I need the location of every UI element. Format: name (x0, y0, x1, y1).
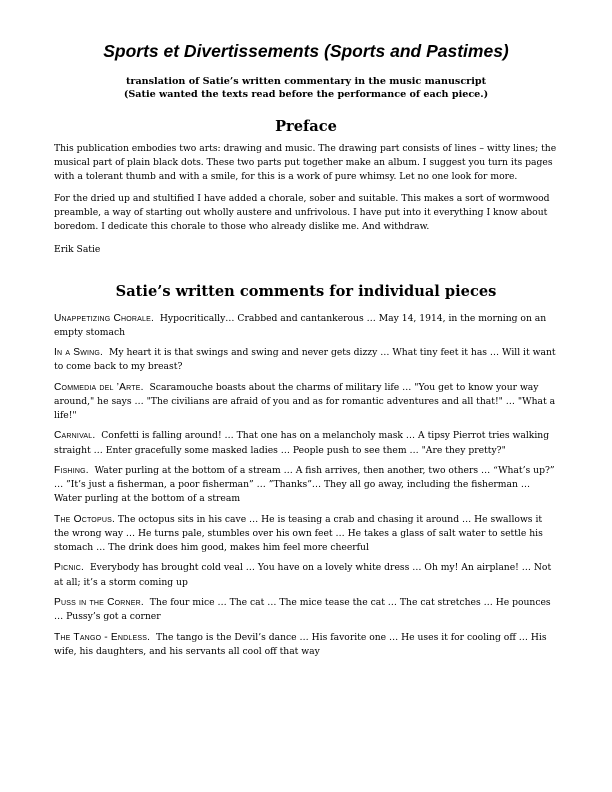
piece-entry (54, 346, 558, 374)
subtitle-line-2: (Satie wanted the texts read before the performance of each piece.) (123, 89, 489, 100)
document-subtitle (54, 75, 558, 101)
piece-entry (54, 464, 558, 506)
piece-title: The Tango - Endless. (54, 631, 151, 643)
document-page (54, 40, 558, 665)
comments-heading: Satie’s written comments for individual pieces (115, 282, 497, 300)
piece-entry (54, 631, 558, 659)
piece-title: The Octopus. (54, 513, 115, 525)
piece-text: Hypocritically… Crabbed and cantankerous … May 14, 1914, in the morning on an empty stomach (54, 312, 547, 338)
document-title: Sports et Divertissements (Sports and Pastimes) (103, 41, 509, 61)
piece-text: Everybody has brought cold veal … You have on a lovely white dress … Oh my! An airplane! … Not at all; it’s a storm coming up (54, 562, 552, 588)
piece-text: Scaramouche boasts about the charms of military life … "You get to know your way around," he says … "The civilians are afraid of you and as for romantic adventures and all that!" … "What a life!" (54, 381, 556, 421)
preface-signature: Erik Satie (54, 243, 101, 255)
piece-title: Puss in the Corner. (54, 596, 144, 608)
piece-entry (54, 381, 558, 423)
subtitle-line-1: translation of Satie’s written commentary in the music manuscript (125, 76, 487, 87)
piece-entry (54, 596, 558, 624)
piece-text: My heart it is that swings and swing and never gets dizzy … What tiny feet it has … Will it want to come back to my breast? (54, 347, 556, 373)
piece-text: Confetti is falling around! … That one has on a melancholy mask … A tipsy Pierrot tries walking straight … Enter gracefully some masked ladies … People push to see them … "Are they pretty?" (54, 430, 550, 456)
piece-title: Commedia del ’Arte. (54, 381, 144, 393)
piece-text: Water purling at the bottom of a stream … A fish arrives, then another, two others … “What’s up?” … ”It’s just a fisherman, a poor fisherman” … ”Thanks”… They all go away, including the fisherman … Water purling at the bottom of a stream (54, 465, 555, 505)
piece-text: The tango is the Devil’s dance … His favorite one … He uses it for cooling off … His wife, his daughters, and his servants all cool off that way (54, 631, 547, 657)
piece-entry (54, 429, 558, 457)
piece-entry (54, 561, 558, 589)
piece-title: In a Swing. (54, 347, 104, 359)
preface-paragraph-2: For the dried up and stultified I have added a chorale, sober and suitable. This makes a sort of wormwood preamble, a way of starting out wholly austere and unfrivolous. I have put into it everything I know about boredom. I dedicate this chorale to those who already dislike me. And withdraw. (54, 193, 550, 233)
piece-entry (54, 513, 558, 555)
piece-text: The octopus sits in his cave … He is teasing a crab and chasing it around … He swallows it the wrong way … He turns pale, stumbles over his own feet … He takes a glass of salt water to settle his stomach … The drink does him good, makes him feel more cheerful (54, 513, 543, 553)
piece-title: Fishing. (54, 465, 89, 477)
piece-title: Picnic. (54, 562, 85, 574)
preface-section (54, 142, 558, 257)
piece-title: Carnival. (54, 430, 96, 442)
comments-section (54, 312, 558, 659)
piece-text: The four mice … The cat … The mice tease the cat … The cat stretches … He pounces … Pussy’s got a corner (54, 596, 551, 623)
piece-title: Unappetizing Chorale. (54, 312, 155, 324)
piece-entry (54, 312, 558, 340)
preface-paragraph-1: This publication embodies two arts: drawing and music. The drawing part consists of lines – witty lines; the musical part of plain black dots. These two parts put together make an album. I suggest you turn its pages with a tolerant thumb and with a smile, for this is a work of pure whimsy. Let no one look for more. (54, 143, 557, 183)
preface-heading: Preface (275, 118, 337, 135)
